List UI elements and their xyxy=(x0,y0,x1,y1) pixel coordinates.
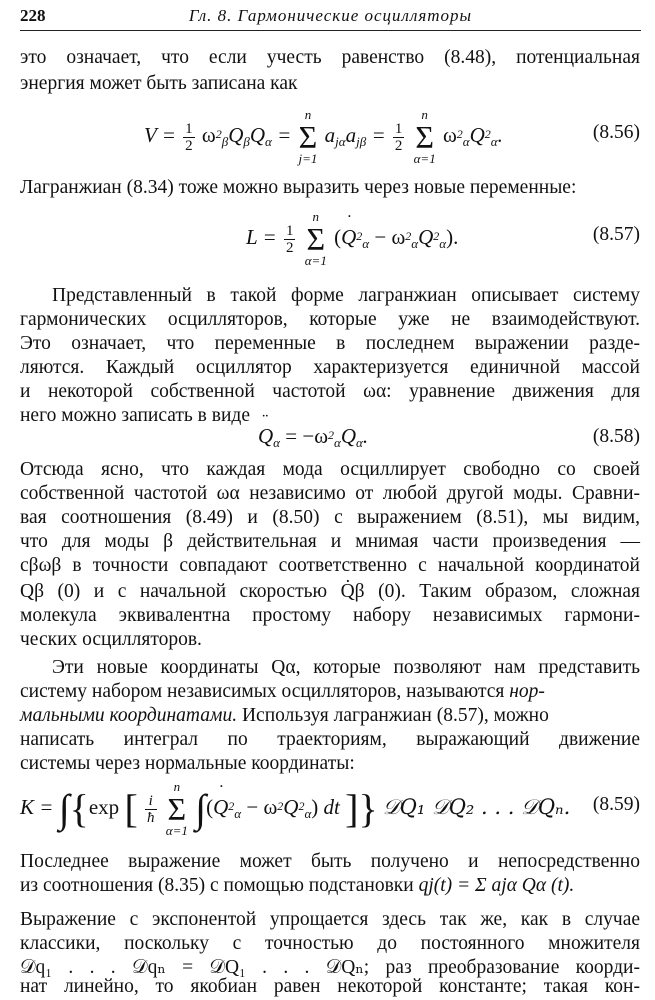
equation-8-59: K = ∫{exp [ $\frac{i}{ħ}$ n Σ α=1 ∫(˙ $Q_{2\alpha} - \omega_2Q_{2\alpha}$) dt ]} 𝒟Q₁ 𝒟Q₂ . . . 𝒟Qₙ. (8.59) xyxy=(20,776,640,840)
equation-8-57: L = $\frac{1}{2}$ n Σ α=1 (˙ $Q_{2\alpha} - \omega_{2\alpha}Q_{2\alpha}$). (8.57) xyxy=(20,206,640,270)
emphasis-term: мальными координатами. xyxy=(20,705,238,726)
text-line: собственной частотой ωα независимо от любой другой моды. Сравни- xyxy=(20,483,640,504)
equation-number: (8.59) xyxy=(592,794,640,815)
emphasis-term: нор- xyxy=(509,681,545,702)
text-line: мальными координатами. Используя лагранжиан (8.57), можно xyxy=(20,705,549,726)
running-header xyxy=(20,4,641,31)
text-line: ляются. Каждый осциллятор характеризуется единичной массой xyxy=(20,357,640,378)
text-line: энергия может быть записана как xyxy=(20,73,298,94)
text-line: нат линейно, то якобиан равен некоторой константе; такая кон- xyxy=(20,976,640,997)
text-line: Последнее выражение может быть получено и непосредственно xyxy=(20,851,640,872)
text-line: систему набором независимых осцилляторов, называются нор- xyxy=(20,681,545,702)
text-line: гармонических осцилляторов, которые уже не взаимодействуют. xyxy=(20,309,640,330)
text-line: молекула эквивалентна простому набору независимых гармони- xyxy=(20,605,640,626)
substitution-formula: qj(t) = Σ ajα Qα (t). xyxy=(418,875,575,896)
text-line: cβωβ в точности совпадают соответственно с начальной координатой xyxy=(20,555,640,576)
text-line: из соотношения (8.35) с помощью подстановки qj(t) = Σ ajα Qα (t). xyxy=(20,875,575,896)
running-title: Гл. 8. Гармонические осцилляторы xyxy=(188,6,473,25)
text-line: 𝒟q₁ . . . 𝒟qₙ = 𝒟Q₁ . . . 𝒟Qₙ; раз преобразование коорди- xyxy=(20,957,640,978)
text-line: Выражение с экспонентой упрощается здесь так же, как в случае xyxy=(20,909,640,930)
text-line: Отсюда ясно, что каждая мода осциллирует свободно со своей xyxy=(20,459,640,480)
text-line: Представленный в такой форме лагранжиан описывает систему xyxy=(52,285,640,306)
text-line: это означает, что если учесть равенство (8.48), потенциальная xyxy=(20,47,640,68)
equation-8-58: ¨ $Q_\alpha = -\omega_{2\alpha}Q_\alpha$. (8.58) xyxy=(20,424,640,454)
text-line: вая соотношения (8.49) и (8.50) с выражением (8.51), мы видим, xyxy=(20,507,640,528)
text-line: Это означает, что переменные в последнем выражении разде- xyxy=(20,333,640,354)
text-line: Эти новые координаты Qα, которые позволяют нам представить xyxy=(52,657,640,678)
page-number: 228 xyxy=(20,6,46,25)
text-line: ческих осцилляторов. xyxy=(20,629,202,650)
text-line: Лагранжиан (8.34) тоже можно выразить через новые переменные: xyxy=(20,177,577,198)
text-line: написать интеграл по траекториям, выражающий движение xyxy=(20,729,640,750)
text-line: классики, поскольку с точностью до постоянного множителя xyxy=(20,933,640,954)
text-line: него можно записать в виде xyxy=(20,405,250,426)
equation-number: (8.57) xyxy=(592,224,640,245)
equation-number: (8.58) xyxy=(592,426,640,447)
equation-8-56: V = $\frac{1}{2}$ $\omega_{2\beta}Q_\beta Q_\alpha$ = n Σ j=1 $a_{j\alpha}a_{j\beta}$ = $\frac{1}{2}$ n Σ α=1 $\omega_{2\alpha}Q_{2\alpha}$. (8.56) xyxy=(144,107,640,166)
equation-number: (8.56) xyxy=(592,122,640,143)
text-line: что для моды β действительная и мнимая части произведения — xyxy=(20,531,640,552)
text-line: и некоторой собственной частотой ωα: уравнение движения для xyxy=(20,381,640,402)
text-line: Qβ (0) и с начальной скоростью Q̇β (0). Таким образом, сложная xyxy=(20,581,640,602)
text-line: системы через нормальные координаты: xyxy=(20,753,355,774)
